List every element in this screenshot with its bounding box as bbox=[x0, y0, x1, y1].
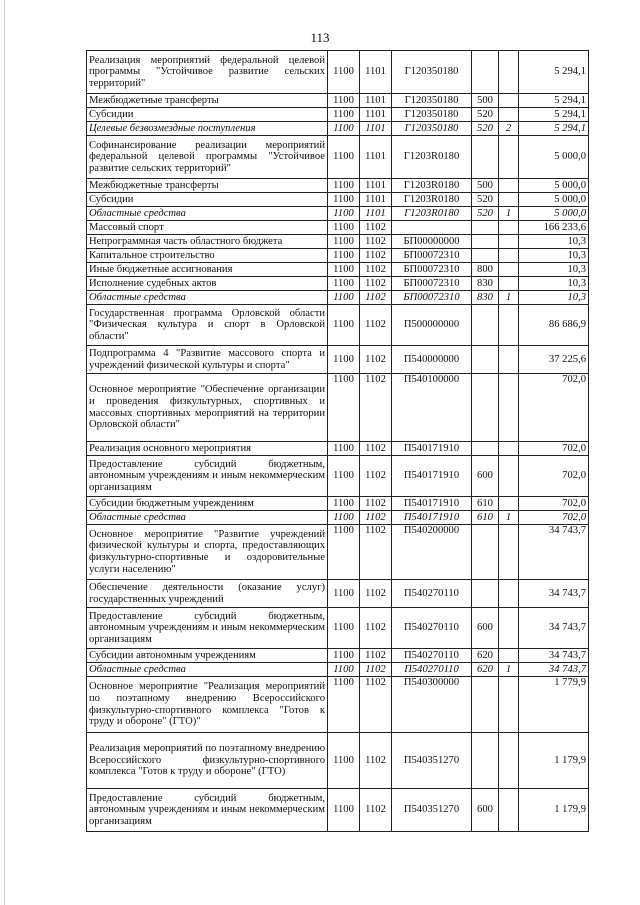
target-article-code-cell bbox=[392, 221, 472, 235]
funding-source-code-cell bbox=[499, 608, 519, 649]
amount-cell: 702,0 bbox=[519, 374, 589, 442]
table-row bbox=[87, 263, 589, 277]
target-article-code-cell: БП00000000 bbox=[392, 235, 472, 249]
funding-source-code-cell bbox=[499, 179, 519, 193]
amount-cell: 34 743,7 bbox=[519, 663, 589, 677]
row-name-cell: Подпрограмма 4 "Развитие массового спорта и учреждений физической культуры и спорта" bbox=[87, 346, 328, 374]
section-code-cell: 1100 bbox=[328, 235, 360, 249]
target-article-code-cell: П540100000 bbox=[392, 374, 472, 442]
subsection-code-cell: 1101 bbox=[360, 122, 392, 136]
amount-cell: 5 000,0 bbox=[519, 193, 589, 207]
section-code-cell: 1100 bbox=[328, 525, 360, 580]
funding-source-code-cell: 2 bbox=[499, 122, 519, 136]
row-name-cell: Областные средства bbox=[87, 663, 328, 677]
target-article-code-cell: П540270110 bbox=[392, 663, 472, 677]
row-name-cell: Основное мероприятие "Обеспечение организации и проведения физкультурных, спортивных и массовых спортивных мероприятий на территории Орловской области" bbox=[87, 374, 328, 442]
row-name-cell: Реализация мероприятий федеральной целевой программы "Устойчивое развитие сельских территорий" bbox=[87, 51, 328, 94]
target-article-code-cell: П540300000 bbox=[392, 677, 472, 733]
funding-source-code-cell bbox=[499, 497, 519, 511]
target-article-code-cell: П540171910 bbox=[392, 442, 472, 456]
table-row bbox=[87, 136, 589, 179]
section-code-cell: 1100 bbox=[328, 122, 360, 136]
subsection-code-cell: 1101 bbox=[360, 108, 392, 122]
table-row bbox=[87, 277, 589, 291]
section-code-cell: 1100 bbox=[328, 179, 360, 193]
subsection-code-cell: 1101 bbox=[360, 51, 392, 94]
funding-source-code-cell: 1 bbox=[499, 207, 519, 221]
target-article-code-cell: П500000000 bbox=[392, 305, 472, 346]
funding-source-code-cell bbox=[499, 249, 519, 263]
row-name-cell: Софинансирование реализации мероприятий федеральной целевой программы "Устойчивое развитие сельских территорий" bbox=[87, 136, 328, 179]
amount-cell: 166 233,6 bbox=[519, 221, 589, 235]
expense-type-code-cell: 520 bbox=[472, 193, 499, 207]
target-article-code-cell: Г1203R0180 bbox=[392, 193, 472, 207]
section-code-cell: 1100 bbox=[328, 374, 360, 442]
funding-source-code-cell bbox=[499, 193, 519, 207]
amount-cell: 10,3 bbox=[519, 263, 589, 277]
expense-type-code-cell bbox=[472, 249, 499, 263]
amount-cell: 10,3 bbox=[519, 235, 589, 249]
table-row bbox=[87, 649, 589, 663]
table-row bbox=[87, 789, 589, 832]
target-article-code-cell: Г120350180 bbox=[392, 51, 472, 94]
table-row bbox=[87, 235, 589, 249]
table-row bbox=[87, 221, 589, 235]
row-name-cell: Субсидии bbox=[87, 108, 328, 122]
row-name-cell: Государственная программа Орловской области "Физическая культура и спорт в Орловской области" bbox=[87, 305, 328, 346]
funding-source-code-cell bbox=[499, 108, 519, 122]
subsection-code-cell: 1101 bbox=[360, 136, 392, 179]
subsection-code-cell: 1102 bbox=[360, 677, 392, 733]
funding-source-code-cell bbox=[499, 789, 519, 832]
row-name-cell: Областные средства bbox=[87, 207, 328, 221]
target-article-code-cell: П540351270 bbox=[392, 733, 472, 789]
expense-type-code-cell bbox=[472, 733, 499, 789]
subsection-code-cell: 1101 bbox=[360, 94, 392, 108]
funding-source-code-cell: 1 bbox=[499, 291, 519, 305]
amount-cell: 702,0 bbox=[519, 456, 589, 497]
budget-table-body bbox=[87, 51, 589, 832]
table-row bbox=[87, 94, 589, 108]
row-name-cell: Основное мероприятие "Реализация мероприятий по поэтапному внедрению Всероссийского физкультурно-спортивного комплекса "Готов к труду и обороне" (ГТО)" bbox=[87, 677, 328, 733]
subsection-code-cell: 1102 bbox=[360, 733, 392, 789]
expense-type-code-cell bbox=[472, 136, 499, 179]
row-name-cell: Предоставление субсидий бюджетным, автономным учреждениям и иным некоммерческим организациям bbox=[87, 456, 328, 497]
funding-source-code-cell bbox=[499, 277, 519, 291]
funding-source-code-cell bbox=[499, 221, 519, 235]
subsection-code-cell: 1101 bbox=[360, 207, 392, 221]
section-code-cell: 1100 bbox=[328, 789, 360, 832]
amount-cell: 5 294,1 bbox=[519, 51, 589, 94]
funding-source-code-cell bbox=[499, 263, 519, 277]
target-article-code-cell: Г1203R0180 bbox=[392, 207, 472, 221]
table-row bbox=[87, 511, 589, 525]
row-name-cell: Реализация основного мероприятия bbox=[87, 442, 328, 456]
target-article-code-cell: Г120350180 bbox=[392, 94, 472, 108]
amount-cell: 1 779,9 bbox=[519, 677, 589, 733]
subsection-code-cell: 1102 bbox=[360, 789, 392, 832]
funding-source-code-cell bbox=[499, 525, 519, 580]
target-article-code-cell: БП00072310 bbox=[392, 249, 472, 263]
row-name-cell: Исполнение судебных актов bbox=[87, 277, 328, 291]
row-name-cell: Межбюджетные трансферты bbox=[87, 179, 328, 193]
target-article-code-cell: П540200000 bbox=[392, 525, 472, 580]
table-row bbox=[87, 291, 589, 305]
table-row bbox=[87, 108, 589, 122]
section-code-cell: 1100 bbox=[328, 497, 360, 511]
funding-source-code-cell bbox=[499, 94, 519, 108]
section-code-cell: 1100 bbox=[328, 649, 360, 663]
row-name-cell: Обеспечение деятельности (оказание услуг) государственных учреждений bbox=[87, 580, 328, 608]
expense-type-code-cell bbox=[472, 525, 499, 580]
expense-type-code-cell: 830 bbox=[472, 277, 499, 291]
subsection-code-cell: 1102 bbox=[360, 456, 392, 497]
subsection-code-cell: 1102 bbox=[360, 221, 392, 235]
expense-type-code-cell: 620 bbox=[472, 663, 499, 677]
amount-cell: 1 179,9 bbox=[519, 789, 589, 832]
target-article-code-cell: БП00072310 bbox=[392, 263, 472, 277]
amount-cell: 86 686,9 bbox=[519, 305, 589, 346]
section-code-cell: 1100 bbox=[328, 193, 360, 207]
subsection-code-cell: 1102 bbox=[360, 442, 392, 456]
funding-source-code-cell bbox=[499, 733, 519, 789]
section-code-cell: 1100 bbox=[328, 456, 360, 497]
target-article-code-cell: П540171910 bbox=[392, 511, 472, 525]
amount-cell: 1 179,9 bbox=[519, 733, 589, 789]
funding-source-code-cell bbox=[499, 346, 519, 374]
amount-cell: 702,0 bbox=[519, 511, 589, 525]
row-name-cell: Областные средства bbox=[87, 511, 328, 525]
table-row bbox=[87, 456, 589, 497]
section-code-cell: 1100 bbox=[328, 442, 360, 456]
expense-type-code-cell bbox=[472, 221, 499, 235]
row-name-cell: Субсидии автономным учреждениям bbox=[87, 649, 328, 663]
subsection-code-cell: 1102 bbox=[360, 291, 392, 305]
section-code-cell: 1100 bbox=[328, 221, 360, 235]
expense-type-code-cell bbox=[472, 580, 499, 608]
table-row bbox=[87, 346, 589, 374]
subsection-code-cell: 1102 bbox=[360, 525, 392, 580]
expense-type-code-cell bbox=[472, 305, 499, 346]
target-article-code-cell: Г1203R0180 bbox=[392, 136, 472, 179]
expense-type-code-cell: 500 bbox=[472, 94, 499, 108]
amount-cell: 10,3 bbox=[519, 249, 589, 263]
table-row bbox=[87, 51, 589, 94]
amount-cell: 10,3 bbox=[519, 277, 589, 291]
subsection-code-cell: 1102 bbox=[360, 608, 392, 649]
amount-cell: 5 294,1 bbox=[519, 94, 589, 108]
subsection-code-cell: 1102 bbox=[360, 663, 392, 677]
expense-type-code-cell: 520 bbox=[472, 122, 499, 136]
row-name-cell: Иные бюджетные ассигнования bbox=[87, 263, 328, 277]
target-article-code-cell: П540000000 bbox=[392, 346, 472, 374]
budget-table bbox=[86, 50, 589, 832]
section-code-cell: 1100 bbox=[328, 108, 360, 122]
funding-source-code-cell bbox=[499, 374, 519, 442]
amount-cell: 34 743,7 bbox=[519, 580, 589, 608]
section-code-cell: 1100 bbox=[328, 733, 360, 789]
expense-type-code-cell: 610 bbox=[472, 511, 499, 525]
target-article-code-cell: П540351270 bbox=[392, 789, 472, 832]
expense-type-code-cell: 520 bbox=[472, 207, 499, 221]
subsection-code-cell: 1101 bbox=[360, 179, 392, 193]
binding-line bbox=[4, 0, 5, 905]
page-number: 113 bbox=[310, 30, 330, 45]
funding-source-code-cell bbox=[499, 456, 519, 497]
section-code-cell: 1100 bbox=[328, 346, 360, 374]
subsection-code-cell: 1102 bbox=[360, 277, 392, 291]
target-article-code-cell: П540171910 bbox=[392, 497, 472, 511]
table-row bbox=[87, 733, 589, 789]
row-name-cell: Предоставление субсидий бюджетным, автономным учреждениям и иным некоммерческим организациям bbox=[87, 608, 328, 649]
amount-cell: 5 000,0 bbox=[519, 179, 589, 193]
funding-source-code-cell bbox=[499, 235, 519, 249]
amount-cell: 5 294,1 bbox=[519, 122, 589, 136]
section-code-cell: 1100 bbox=[328, 263, 360, 277]
target-article-code-cell: П540270110 bbox=[392, 580, 472, 608]
section-code-cell: 1100 bbox=[328, 580, 360, 608]
table-row bbox=[87, 305, 589, 346]
target-article-code-cell: БП00072310 bbox=[392, 291, 472, 305]
row-name-cell: Основное мероприятие "Развитие учреждений физической культуры и спорта, предоставляющих физкультурно-спортивные и оздоровительные услуги населению" bbox=[87, 525, 328, 580]
subsection-code-cell: 1102 bbox=[360, 249, 392, 263]
row-name-cell: Субсидии бюджетным учреждениям bbox=[87, 497, 328, 511]
section-code-cell: 1100 bbox=[328, 608, 360, 649]
table-row bbox=[87, 442, 589, 456]
section-code-cell: 1100 bbox=[328, 663, 360, 677]
table-row bbox=[87, 580, 589, 608]
subsection-code-cell: 1102 bbox=[360, 497, 392, 511]
amount-cell: 702,0 bbox=[519, 497, 589, 511]
funding-source-code-cell bbox=[499, 677, 519, 733]
subsection-code-cell: 1102 bbox=[360, 346, 392, 374]
funding-source-code-cell bbox=[499, 580, 519, 608]
expense-type-code-cell: 520 bbox=[472, 108, 499, 122]
subsection-code-cell: 1102 bbox=[360, 580, 392, 608]
target-article-code-cell: Г1203R0180 bbox=[392, 179, 472, 193]
expense-type-code-cell bbox=[472, 442, 499, 456]
subsection-code-cell: 1102 bbox=[360, 374, 392, 442]
expense-type-code-cell: 500 bbox=[472, 179, 499, 193]
table-row bbox=[87, 497, 589, 511]
section-code-cell: 1100 bbox=[328, 94, 360, 108]
subsection-code-cell: 1102 bbox=[360, 263, 392, 277]
funding-source-code-cell bbox=[499, 442, 519, 456]
subsection-code-cell: 1101 bbox=[360, 193, 392, 207]
subsection-code-cell: 1102 bbox=[360, 649, 392, 663]
funding-source-code-cell bbox=[499, 136, 519, 179]
section-code-cell: 1100 bbox=[328, 511, 360, 525]
funding-source-code-cell: 1 bbox=[499, 511, 519, 525]
target-article-code-cell: П540270110 bbox=[392, 649, 472, 663]
row-name-cell: Целевые безвозмездные поступления bbox=[87, 122, 328, 136]
target-article-code-cell: П540270110 bbox=[392, 608, 472, 649]
funding-source-code-cell bbox=[499, 51, 519, 94]
section-code-cell: 1100 bbox=[328, 277, 360, 291]
expense-type-code-cell: 600 bbox=[472, 789, 499, 832]
funding-source-code-cell bbox=[499, 649, 519, 663]
expense-type-code-cell bbox=[472, 235, 499, 249]
section-code-cell: 1100 bbox=[328, 207, 360, 221]
section-code-cell: 1100 bbox=[328, 291, 360, 305]
section-code-cell: 1100 bbox=[328, 249, 360, 263]
row-name-cell: Массовый спорт bbox=[87, 221, 328, 235]
funding-source-code-cell: 1 bbox=[499, 663, 519, 677]
expense-type-code-cell: 610 bbox=[472, 497, 499, 511]
amount-cell: 702,0 bbox=[519, 442, 589, 456]
table-row bbox=[87, 249, 589, 263]
expense-type-code-cell: 800 bbox=[472, 263, 499, 277]
table-row bbox=[87, 193, 589, 207]
target-article-code-cell: Г120350180 bbox=[392, 122, 472, 136]
funding-source-code-cell bbox=[499, 305, 519, 346]
section-code-cell: 1100 bbox=[328, 51, 360, 94]
expense-type-code-cell bbox=[472, 677, 499, 733]
table-row bbox=[87, 677, 589, 733]
expense-type-code-cell: 830 bbox=[472, 291, 499, 305]
amount-cell: 5 000,0 bbox=[519, 136, 589, 179]
target-article-code-cell: П540171910 bbox=[392, 456, 472, 497]
expense-type-code-cell bbox=[472, 346, 499, 374]
amount-cell: 37 225,6 bbox=[519, 346, 589, 374]
section-code-cell: 1100 bbox=[328, 305, 360, 346]
table-row bbox=[87, 663, 589, 677]
row-name-cell: Субсидии bbox=[87, 193, 328, 207]
section-code-cell: 1100 bbox=[328, 136, 360, 179]
row-name-cell: Непрограммная часть областного бюджета bbox=[87, 235, 328, 249]
target-article-code-cell: БП00072310 bbox=[392, 277, 472, 291]
expense-type-code-cell: 620 bbox=[472, 649, 499, 663]
section-code-cell: 1100 bbox=[328, 677, 360, 733]
row-name-cell: Капитальное строительство bbox=[87, 249, 328, 263]
row-name-cell: Реализация мероприятий по поэтапному внедрению Всероссийского физкультурно-спортивного комплекса "Готов к труду и обороне" (ГТО) bbox=[87, 733, 328, 789]
amount-cell: 34 743,7 bbox=[519, 608, 589, 649]
amount-cell: 5 000,0 bbox=[519, 207, 589, 221]
row-name-cell: Областные средства bbox=[87, 291, 328, 305]
expense-type-code-cell: 600 bbox=[472, 608, 499, 649]
expense-type-code-cell: 600 bbox=[472, 456, 499, 497]
amount-cell: 10,3 bbox=[519, 291, 589, 305]
subsection-code-cell: 1102 bbox=[360, 235, 392, 249]
table-row bbox=[87, 608, 589, 649]
expense-type-code-cell bbox=[472, 51, 499, 94]
amount-cell: 34 743,7 bbox=[519, 525, 589, 580]
row-name-cell: Предоставление субсидий бюджетным, автономным учреждениям и иным некоммерческим организациям bbox=[87, 789, 328, 832]
amount-cell: 5 294,1 bbox=[519, 108, 589, 122]
table-row bbox=[87, 122, 589, 136]
row-name-cell: Межбюджетные трансферты bbox=[87, 94, 328, 108]
subsection-code-cell: 1102 bbox=[360, 511, 392, 525]
table-row bbox=[87, 374, 589, 442]
target-article-code-cell: Г120350180 bbox=[392, 108, 472, 122]
amount-cell: 34 743,7 bbox=[519, 649, 589, 663]
table-row bbox=[87, 207, 589, 221]
table-row bbox=[87, 179, 589, 193]
subsection-code-cell: 1102 bbox=[360, 305, 392, 346]
table-row bbox=[87, 525, 589, 580]
expense-type-code-cell bbox=[472, 374, 499, 442]
